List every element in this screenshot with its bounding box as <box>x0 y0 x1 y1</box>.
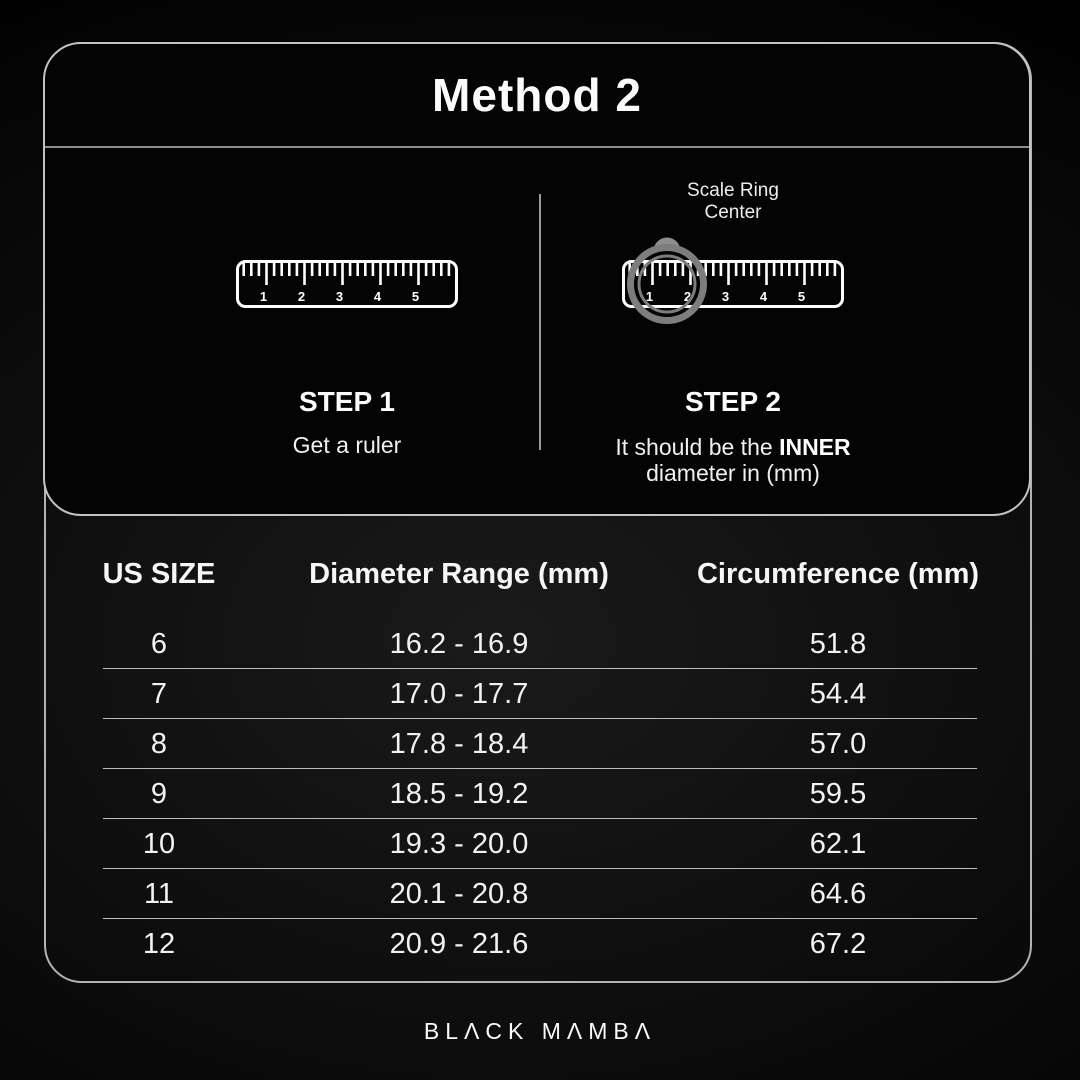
ruler-number: 1 <box>259 289 268 304</box>
ruler-number: 5 <box>411 289 420 304</box>
ring-on-ruler-icon <box>622 202 844 332</box>
us-size-cell: 6 <box>150 627 168 660</box>
us-size-cell: 8 <box>150 727 168 760</box>
size-table-body <box>44 619 1032 969</box>
ruler-icon <box>236 260 458 308</box>
step1-label: STEP 1 <box>299 386 395 417</box>
step2-description: It should be the INNER diameter in (mm) <box>615 434 851 486</box>
diameter-range-cell: 16.2 - 16.9 <box>389 627 529 660</box>
ruler-number: 2 <box>297 289 306 304</box>
diameter-range-cell: 20.1 - 20.8 <box>389 877 529 910</box>
header-us-size: US SIZE <box>102 558 216 590</box>
diameter-range-cell: 17.0 - 17.7 <box>389 677 529 710</box>
ruler-number: 5 <box>797 289 806 304</box>
us-size-cell: 12 <box>142 927 176 960</box>
table-row <box>44 769 1032 819</box>
page-title: Method 2 <box>432 69 642 121</box>
diameter-range-cell: 20.9 - 21.6 <box>389 927 529 960</box>
us-size-cell: 7 <box>150 677 168 710</box>
title-divider <box>45 146 1029 148</box>
ruler-number: 3 <box>721 289 730 304</box>
diameter-range-cell: 18.5 - 19.2 <box>389 777 529 810</box>
table-row <box>44 719 1032 769</box>
ruler-number: 4 <box>373 289 382 304</box>
step2-label: STEP 2 <box>685 386 781 417</box>
brand-logo: BLΛCK MΛMBΛ <box>423 1018 657 1044</box>
us-size-cell: 9 <box>150 777 168 810</box>
ruler-number: 2 <box>683 289 692 304</box>
ruler-number: 3 <box>335 289 344 304</box>
steps-divider <box>539 194 541 450</box>
circumference-cell: 67.2 <box>809 927 867 960</box>
circumference-cell: 57.0 <box>809 727 867 760</box>
circumference-cell: 59.5 <box>809 777 867 810</box>
step1-description: Get a ruler <box>292 432 402 458</box>
ruler-number: 1 <box>645 289 654 304</box>
circumference-cell: 54.4 <box>809 677 867 710</box>
header-circumference: Circumference (mm) <box>696 558 980 590</box>
scale-ring-center-label: Scale Ring Center <box>687 180 779 223</box>
ring-outer-circle <box>631 248 704 321</box>
diameter-range-cell: 19.3 - 20.0 <box>389 827 529 860</box>
circumference-cell: 51.8 <box>809 627 867 660</box>
us-size-cell: 11 <box>143 877 175 910</box>
circumference-cell: 62.1 <box>809 827 867 860</box>
circumference-cell: 64.6 <box>809 877 867 910</box>
method-card <box>43 42 1031 516</box>
size-table-header <box>44 558 1032 591</box>
table-row <box>44 919 1032 969</box>
header-diameter-range: Diameter Range (mm) <box>309 558 609 590</box>
table-row <box>44 869 1032 919</box>
ruler-number: 4 <box>759 289 768 304</box>
card-title-wrap <box>45 44 1029 146</box>
table-row <box>44 669 1032 719</box>
table-row <box>44 619 1032 669</box>
us-size-cell: 10 <box>142 827 176 860</box>
diameter-range-cell: 17.8 - 18.4 <box>389 727 529 760</box>
table-row <box>44 819 1032 869</box>
